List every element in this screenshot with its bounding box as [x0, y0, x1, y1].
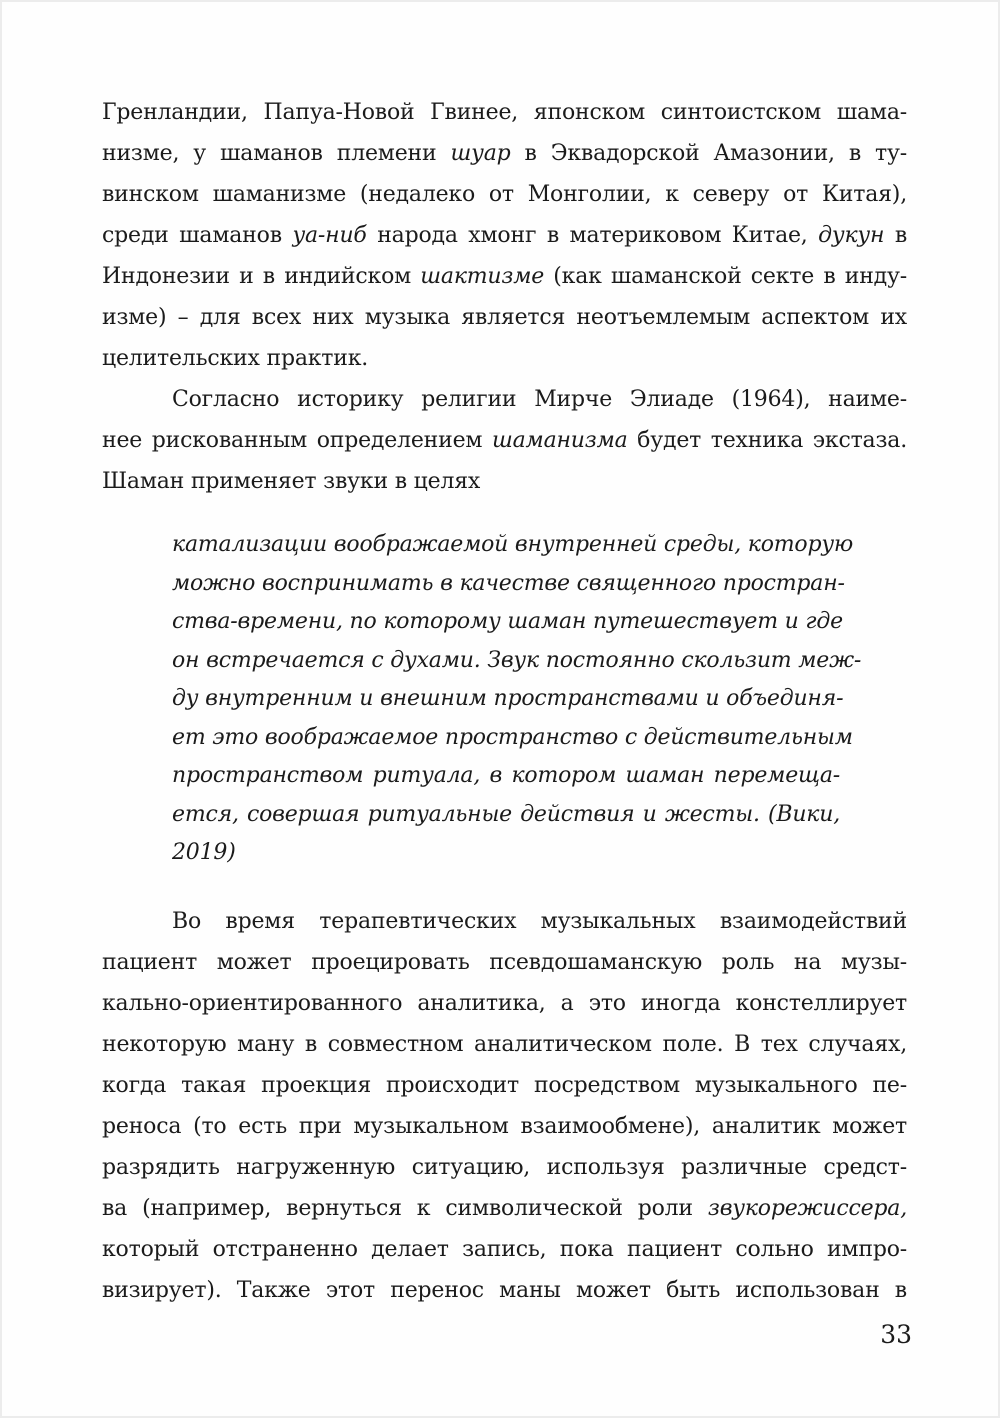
text-segment: ется, совершая ритуальные действия и жесты. (Вики,	[172, 801, 840, 827]
text-segment: катализации воображаемой внутренней среды, которую	[172, 532, 854, 557]
text-segment: пациент может проецировать псевдошаманскую роль на музы-	[102, 949, 907, 975]
blockquote-wiki	[172, 526, 862, 873]
text-line	[102, 174, 907, 215]
text-line	[102, 1229, 907, 1270]
text-segment: ет это воображаемое пространство с действительным	[172, 724, 853, 750]
text-segment: народа хмонг в материковом Китае,	[366, 223, 819, 248]
paragraph-eliade	[102, 379, 907, 502]
text-segment: ства-времени, по которому шаман путешествует и где	[172, 609, 843, 634]
text-segment: который отстраненно делает запись, пока пациент сольно импро-	[102, 1236, 907, 1262]
text-line	[102, 1188, 907, 1229]
text-line	[172, 565, 845, 604]
italic-term: шаманизма	[492, 428, 628, 453]
text-segment: Шаман применяет звуки в целях	[102, 469, 481, 494]
text-segment: нее рискованным определением	[102, 428, 492, 453]
text-line	[102, 420, 907, 461]
italic-term: шактизме	[420, 264, 545, 289]
text-line	[102, 983, 907, 1024]
page-number: 33	[880, 1320, 912, 1349]
text-segment: (как шаманской секте в инду-	[544, 264, 907, 289]
text-segment: винском шаманизме (недалеко от Монголии, к северу от Китая),	[102, 182, 907, 207]
text-segment: Индонезии и в индийском	[102, 264, 421, 289]
italic-term: шуар	[450, 141, 511, 166]
text-segment: 2019)	[172, 840, 236, 865]
text-line	[102, 256, 907, 297]
text-line	[102, 297, 907, 338]
paragraph-therapy	[102, 901, 907, 1311]
text-segment: пространством ритуала, в котором шаман перемеща-	[172, 763, 840, 788]
text-line	[102, 215, 907, 256]
text-segment: целительских практик.	[102, 346, 369, 371]
text-segment: некоторую ману в совместном аналитическом поле. В тех случаях,	[102, 1031, 907, 1057]
text-line	[172, 719, 853, 758]
text-segment: реноса (то есть при музыкальном взаимообмене), аналитик может	[102, 1113, 907, 1139]
text-segment: в	[884, 223, 908, 248]
text-segment: ва (например, вернуться к символической роли	[102, 1195, 708, 1221]
text-segment: изме) – для всех них музыка является неотъемлемым аспектом их	[102, 305, 907, 330]
text-line	[172, 834, 840, 873]
text-line	[102, 1270, 907, 1311]
text-segment: Согласно историку религии Мирче Элиаде (1964), наиме-	[172, 387, 907, 412]
italic-term: звукорежиссера,	[707, 1195, 907, 1221]
text-line	[102, 901, 907, 942]
text-line	[172, 642, 862, 681]
text-segment: разрядить нагруженную ситуацию, используя различные средст-	[102, 1154, 907, 1180]
text-segment: визирует). Также этот перенос маны может быть использован в	[102, 1277, 907, 1303]
text-line	[102, 1147, 907, 1188]
text-segment: низме, у шаманов племени	[102, 141, 451, 166]
text-line	[102, 1065, 907, 1106]
text-segment: среди шаманов	[102, 223, 293, 248]
text-segment: кально-ориентированного аналитика, а это иногда констеллирует	[102, 990, 907, 1016]
text-line	[102, 133, 907, 174]
text-segment: когда такая проекция происходит посредством музыкального пе-	[102, 1072, 907, 1098]
text-segment: Во время терапевтических музыкальных взаимодействий	[172, 908, 907, 934]
text-segment: можно воспринимать в качестве священного простран-	[172, 570, 845, 596]
text-line	[172, 796, 840, 835]
text-line	[172, 603, 843, 642]
text-line	[102, 1024, 907, 1065]
italic-term: уа-ниб	[292, 223, 367, 248]
text-line	[172, 526, 854, 565]
text-column	[102, 2, 907, 1311]
text-line	[102, 1106, 907, 1147]
text-segment: будет техника экстаза.	[627, 428, 907, 453]
text-segment: в Эквадорской Амазонии, в ту-	[510, 141, 908, 166]
text-segment: Гренландии, Папуа-Новой Гвинее, японском синтоистском шама-	[102, 100, 907, 125]
text-line	[102, 92, 907, 133]
text-segment: он встречается с духами. Звук постоянно скользит меж-	[172, 647, 862, 673]
text-line	[102, 379, 907, 420]
text-line	[102, 942, 907, 983]
text-line	[102, 338, 907, 379]
text-line	[172, 680, 844, 719]
text-line	[172, 757, 840, 796]
text-segment: ду внутренним и внешним пространствами и объединя-	[172, 686, 844, 711]
text-line	[102, 461, 907, 502]
paragraph-continued	[102, 92, 907, 379]
italic-term: дукун	[818, 223, 885, 248]
